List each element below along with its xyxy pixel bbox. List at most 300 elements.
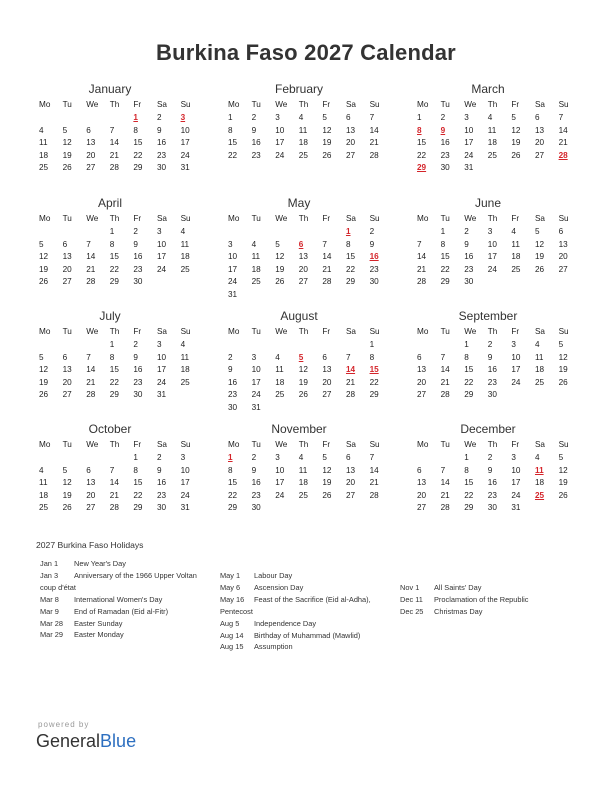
empty-day-cell — [30, 112, 54, 125]
day-cell: 2 — [464, 227, 469, 236]
day-cell: 10 — [251, 365, 261, 375]
page-title: Burkina Faso 2027 Calendar — [156, 40, 456, 65]
day-cell: 24 — [464, 150, 474, 160]
day-cell: 3 — [464, 113, 469, 122]
weekday-header: Sa — [534, 214, 545, 223]
day-cell: 29 — [440, 277, 450, 287]
day-cell: 6 — [62, 239, 68, 249]
day-cell: 11 — [180, 239, 190, 249]
day-cell: 30 — [228, 402, 238, 412]
holiday-list-item — [40, 629, 197, 641]
day-cell: 15 — [464, 365, 474, 375]
day-cell: 15 — [109, 365, 119, 375]
day-cell: 7 — [109, 125, 115, 135]
day-cell: 20 — [86, 150, 96, 160]
day-cell: 19 — [322, 478, 332, 488]
month-day-grid — [30, 325, 190, 402]
day-cell: 28 — [417, 277, 427, 287]
month-day-grid — [219, 98, 379, 162]
month-day-grid — [408, 98, 568, 175]
day-cell: 22 — [440, 264, 450, 274]
weekday-header: Su — [180, 440, 191, 449]
holiday-day-cell: 15 — [369, 365, 379, 375]
day-cell: 28 — [369, 150, 379, 160]
day-cell: 7 — [109, 465, 115, 475]
day-cell: 3 — [228, 239, 233, 249]
day-cell: 5 — [322, 453, 327, 462]
weekday-header: Tu — [251, 440, 261, 449]
day-cell: 19 — [39, 264, 49, 274]
day-cell: 30 — [156, 503, 167, 513]
day-cell: 26 — [534, 264, 545, 274]
holiday-list-item — [40, 570, 197, 582]
day-cell: 4 — [39, 125, 44, 135]
weekday-header: Su — [369, 100, 380, 109]
day-cell: 18 — [534, 365, 545, 375]
weekday-header: Su — [558, 440, 569, 449]
day-cell: 11 — [298, 125, 308, 135]
day-cell: 25 — [251, 277, 261, 287]
day-cell: 20 — [417, 377, 427, 387]
day-cell: 29 — [464, 390, 474, 400]
weekday-header: Su — [369, 440, 380, 449]
holiday-date: Mar 29 — [40, 630, 64, 640]
day-cell: 22 — [133, 150, 143, 160]
weekday-header: We — [275, 327, 288, 336]
day-cell: 5 — [511, 113, 516, 122]
holiday-list-item — [220, 570, 371, 582]
holiday-date: Dec 25 — [400, 606, 424, 616]
day-cell: 13 — [62, 365, 72, 375]
weekday-header: Mo — [228, 440, 240, 449]
day-cell: 27 — [62, 277, 72, 287]
day-cell: 10 — [156, 239, 167, 249]
day-cell: 2 — [251, 113, 257, 122]
day-cell: 10 — [464, 125, 474, 135]
day-cell: 26 — [322, 490, 332, 500]
day-cell: 6 — [322, 352, 327, 362]
weekday-header: Th — [298, 327, 309, 336]
day-cell: 27 — [417, 390, 427, 400]
day-cell: 3 — [156, 227, 162, 236]
day-cell: 8 — [345, 239, 351, 249]
holiday-list-column-3 — [400, 582, 529, 618]
day-cell: 5 — [39, 352, 44, 362]
day-cell: 27 — [86, 503, 96, 513]
holiday-list-item — [40, 582, 197, 594]
day-cell: 8 — [228, 465, 233, 475]
holiday-name: International Women's Day — [74, 594, 163, 604]
weekday-header: Th — [298, 100, 309, 109]
day-cell: 22 — [109, 264, 119, 274]
day-cell: 18 — [298, 478, 308, 488]
weekday-header: Mo — [417, 100, 429, 109]
empty-day-cell — [219, 339, 243, 352]
month-june — [408, 194, 568, 289]
holiday-list-item — [40, 606, 197, 618]
day-cell: 10 — [511, 465, 521, 475]
weekday-header: Sa — [345, 440, 356, 449]
day-cell: 13 — [345, 125, 356, 135]
day-cell: 25 — [298, 490, 308, 500]
day-cell: 10 — [275, 125, 285, 135]
holiday-day-cell: 1 — [345, 227, 351, 236]
month-name: September — [458, 309, 518, 323]
day-cell: 24 — [511, 377, 521, 387]
holiday-name: All Saints' Day — [434, 583, 482, 592]
day-cell: 8 — [228, 125, 233, 135]
day-cell: 13 — [86, 138, 96, 148]
weekday-header: Mo — [228, 214, 240, 223]
day-cell: 17 — [511, 478, 521, 488]
weekday-header: We — [86, 214, 99, 223]
day-cell: 12 — [322, 465, 332, 475]
holiday-list-item — [40, 558, 197, 570]
weekday-header: Fr — [133, 100, 142, 109]
day-cell: 9 — [156, 125, 162, 135]
empty-day-cell — [54, 226, 78, 239]
day-cell: 11 — [39, 478, 48, 488]
weekday-header: Sa — [534, 100, 545, 109]
day-cell: 18 — [275, 377, 285, 387]
weekday-header: Th — [298, 440, 309, 449]
day-cell: 1 — [109, 340, 115, 349]
weekday-header: Fr — [133, 440, 142, 449]
day-cell: 12 — [558, 465, 568, 475]
day-cell: 22 — [133, 490, 143, 500]
day-cell: 22 — [228, 150, 238, 160]
day-cell: 26 — [39, 277, 49, 287]
day-cell: 15 — [228, 478, 238, 488]
day-cell: 15 — [345, 252, 356, 262]
day-cell: 25 — [511, 264, 521, 274]
day-cell: 30 — [487, 503, 497, 513]
holiday-date: Dec 11 — [400, 594, 423, 604]
day-cell: 11 — [251, 252, 261, 262]
weekday-header: Th — [487, 440, 498, 449]
weekday-header: Sa — [534, 440, 545, 449]
day-cell: 20 — [62, 377, 72, 387]
weekday-header: Mo — [39, 100, 51, 109]
day-cell: 23 — [251, 490, 261, 500]
day-cell: 10 — [487, 239, 497, 249]
holiday-list-item — [400, 594, 529, 606]
day-cell: 11 — [534, 352, 544, 362]
weekday-header: Sa — [345, 100, 356, 109]
holiday-name: Easter Monday — [74, 630, 124, 640]
day-cell: 18 — [39, 150, 49, 160]
day-cell: 16 — [440, 138, 450, 148]
day-cell: 15 — [440, 252, 450, 262]
weekday-header: Fr — [511, 100, 520, 109]
day-cell: 7 — [558, 113, 564, 122]
holiday-day-cell: 1 — [133, 113, 138, 122]
holiday-list-item — [220, 641, 371, 653]
weekday-header: Mo — [228, 100, 240, 109]
day-cell: 15 — [228, 138, 238, 148]
day-cell: 4 — [180, 227, 186, 236]
day-cell: 7 — [345, 352, 351, 362]
day-cell: 20 — [345, 138, 356, 148]
day-cell: 19 — [511, 138, 521, 148]
day-cell: 26 — [62, 163, 72, 173]
holiday-list-column-2 — [220, 570, 371, 653]
holiday-name: Ascension Day — [254, 582, 304, 592]
day-cell: 12 — [275, 252, 285, 262]
day-cell: 31 — [251, 402, 261, 412]
day-cell: 13 — [322, 365, 332, 375]
day-cell: 21 — [86, 264, 96, 274]
day-cell: 30 — [251, 503, 261, 513]
weekday-header: Fr — [511, 327, 520, 336]
day-cell: 12 — [534, 239, 545, 249]
day-cell: 3 — [275, 453, 280, 462]
day-cell: 7 — [440, 352, 446, 362]
holiday-date: Jan 3 — [40, 570, 59, 580]
logo-text-blue: Blue — [100, 731, 137, 751]
day-cell: 6 — [558, 227, 564, 236]
day-cell: 14 — [322, 252, 332, 262]
day-cell: 16 — [464, 252, 474, 262]
day-cell: 5 — [39, 239, 44, 249]
day-cell: 4 — [511, 227, 516, 236]
month-name: August — [280, 309, 318, 323]
day-cell: 11 — [39, 138, 48, 148]
weekday-header: We — [275, 100, 288, 109]
holiday-name: Birthday of Muhammad (Mawlid) — [254, 630, 361, 640]
day-cell: 30 — [369, 277, 379, 287]
day-cell: 8 — [133, 465, 138, 475]
day-cell: 12 — [62, 138, 72, 148]
day-cell: 21 — [369, 138, 379, 148]
weekday-header: Mo — [417, 440, 429, 449]
day-cell: 30 — [133, 277, 143, 287]
month-name: March — [471, 82, 505, 96]
weekday-header: Sa — [345, 214, 356, 223]
holiday-name: coup d'état — [40, 582, 76, 592]
day-cell: 17 — [180, 478, 190, 488]
day-cell: 9 — [487, 465, 493, 475]
weekday-header: Mo — [39, 214, 51, 223]
day-cell: 10 — [156, 352, 167, 362]
day-cell: 13 — [417, 365, 427, 375]
day-cell: 21 — [417, 264, 427, 274]
holiday-date: Mar 9 — [40, 606, 59, 616]
day-cell: 15 — [464, 478, 474, 488]
day-cell: 26 — [322, 150, 332, 160]
day-cell: 21 — [86, 377, 96, 387]
day-cell: 27 — [345, 490, 356, 500]
empty-day-cell — [219, 226, 243, 239]
day-cell: 23 — [133, 377, 143, 387]
weekday-header: Sa — [156, 214, 167, 223]
day-cell: 1 — [369, 340, 375, 349]
holiday-day-cell: 5 — [298, 352, 304, 362]
day-cell: 12 — [511, 125, 521, 135]
day-cell: 6 — [62, 352, 68, 362]
day-cell: 10 — [511, 352, 521, 362]
month-name: July — [99, 309, 121, 323]
weekday-header: Fr — [322, 327, 331, 336]
day-cell: 4 — [534, 340, 540, 349]
day-cell: 12 — [62, 478, 72, 488]
empty-day-cell — [266, 339, 290, 352]
day-cell: 17 — [156, 252, 167, 262]
day-cell: 19 — [275, 264, 285, 274]
month-name: January — [88, 82, 132, 96]
day-cell: 28 — [440, 503, 450, 513]
day-cell: 19 — [39, 377, 49, 387]
day-cell: 10 — [275, 465, 285, 475]
holiday-date: May 1 — [220, 571, 241, 580]
weekday-header: Tu — [440, 327, 450, 336]
month-day-grid — [219, 212, 379, 302]
holiday-list-item — [220, 606, 371, 618]
weekday-header: Tu — [62, 100, 72, 109]
day-cell: 20 — [62, 264, 72, 274]
holiday-date: Aug 14 — [220, 630, 244, 640]
day-cell: 18 — [39, 490, 49, 500]
day-cell: 16 — [487, 478, 497, 488]
day-cell: 2 — [487, 340, 493, 349]
day-cell: 17 — [156, 365, 167, 375]
day-cell: 30 — [440, 163, 450, 173]
day-cell: 31 — [156, 390, 167, 400]
day-cell: 2 — [228, 352, 233, 362]
weekday-header: Th — [487, 327, 498, 336]
weekday-header: Sa — [534, 327, 545, 336]
holiday-name: New Year's Day — [74, 559, 126, 568]
day-cell: 20 — [345, 478, 356, 488]
holiday-list-item — [220, 630, 371, 642]
day-cell: 16 — [228, 377, 238, 387]
weekday-header: Th — [487, 214, 498, 223]
day-cell: 28 — [86, 277, 96, 287]
day-cell: 19 — [62, 150, 72, 160]
empty-day-cell — [266, 226, 290, 239]
holiday-date: Mar 8 — [40, 594, 59, 604]
day-cell: 19 — [322, 138, 332, 148]
day-cell: 29 — [464, 503, 474, 513]
day-cell: 23 — [440, 150, 450, 160]
day-cell: 26 — [558, 490, 568, 500]
day-cell: 24 — [156, 264, 167, 274]
day-cell: 2 — [156, 113, 162, 122]
holiday-day-cell: 8 — [417, 125, 422, 135]
day-cell: 9 — [487, 352, 493, 362]
day-cell: 19 — [534, 252, 545, 262]
weekday-header: Th — [298, 214, 309, 223]
day-cell: 2 — [251, 453, 257, 462]
day-cell: 23 — [251, 150, 261, 160]
day-cell: 29 — [133, 163, 143, 173]
empty-day-cell — [77, 226, 101, 239]
weekday-header: We — [86, 100, 99, 109]
weekday-header: Fr — [511, 440, 520, 449]
day-cell: 22 — [464, 377, 474, 387]
holiday-name: Independence Day — [254, 618, 317, 628]
day-cell: 8 — [133, 125, 138, 135]
day-cell: 12 — [298, 365, 308, 375]
weekday-header: Su — [369, 214, 380, 223]
empty-day-cell — [432, 452, 456, 465]
logo-text-general: General — [36, 731, 101, 751]
empty-day-cell — [54, 112, 78, 125]
weekday-header: Su — [558, 100, 569, 109]
day-cell: 3 — [180, 453, 186, 462]
empty-day-cell — [432, 339, 456, 352]
weekday-header: Tu — [62, 214, 72, 223]
day-cell: 22 — [417, 150, 427, 160]
day-cell: 6 — [534, 113, 540, 122]
day-cell: 18 — [298, 138, 308, 148]
weekday-header: Tu — [251, 214, 261, 223]
holiday-list-item — [220, 582, 371, 594]
day-cell: 30 — [156, 163, 167, 173]
holiday-date: Mar 28 — [40, 618, 64, 628]
day-cell: 21 — [369, 478, 379, 488]
day-cell: 14 — [369, 125, 379, 135]
day-cell: 24 — [251, 390, 261, 400]
day-cell: 22 — [345, 264, 356, 274]
holidays-title: 2027 Burkina Faso Holidays — [36, 540, 144, 550]
weekday-header: Th — [109, 440, 120, 449]
day-cell: 29 — [109, 390, 119, 400]
day-cell: 12 — [39, 252, 49, 262]
weekday-header: Th — [487, 100, 498, 109]
generalblue-logo[interactable] — [36, 731, 136, 752]
month-july — [30, 307, 190, 402]
day-cell: 5 — [558, 453, 564, 462]
day-cell: 28 — [109, 163, 119, 173]
day-cell: 8 — [440, 239, 446, 249]
day-cell: 3 — [275, 113, 280, 122]
month-february — [219, 80, 379, 162]
weekday-header: Tu — [440, 100, 450, 109]
day-cell: 6 — [86, 465, 91, 475]
day-cell: 7 — [369, 113, 375, 122]
weekday-header: We — [464, 440, 477, 449]
weekday-header: Fr — [133, 327, 142, 336]
day-cell: 2 — [369, 227, 375, 236]
day-cell: 30 — [133, 390, 143, 400]
day-cell: 11 — [275, 365, 284, 375]
weekday-header: Mo — [417, 214, 429, 223]
holiday-name: Pentecost — [220, 606, 253, 616]
month-january — [30, 80, 190, 175]
holiday-list-column-1 — [40, 558, 197, 641]
day-cell: 18 — [511, 252, 521, 262]
day-cell: 26 — [39, 390, 49, 400]
day-cell: 17 — [228, 264, 238, 274]
day-cell: 24 — [228, 277, 238, 287]
day-cell: 31 — [511, 503, 521, 513]
day-cell: 1 — [228, 113, 233, 122]
day-cell: 16 — [133, 365, 143, 375]
day-cell: 17 — [180, 138, 190, 148]
day-cell: 11 — [298, 465, 308, 475]
holiday-date: Aug 15 — [220, 642, 244, 652]
day-cell: 23 — [487, 377, 497, 387]
month-day-grid — [30, 98, 190, 175]
day-cell: 14 — [109, 478, 119, 488]
month-day-grid — [30, 438, 190, 515]
day-cell: 31 — [464, 163, 474, 173]
empty-day-cell — [290, 226, 314, 239]
day-cell: 29 — [133, 503, 143, 513]
day-cell: 21 — [440, 490, 450, 500]
day-cell: 15 — [133, 478, 143, 488]
